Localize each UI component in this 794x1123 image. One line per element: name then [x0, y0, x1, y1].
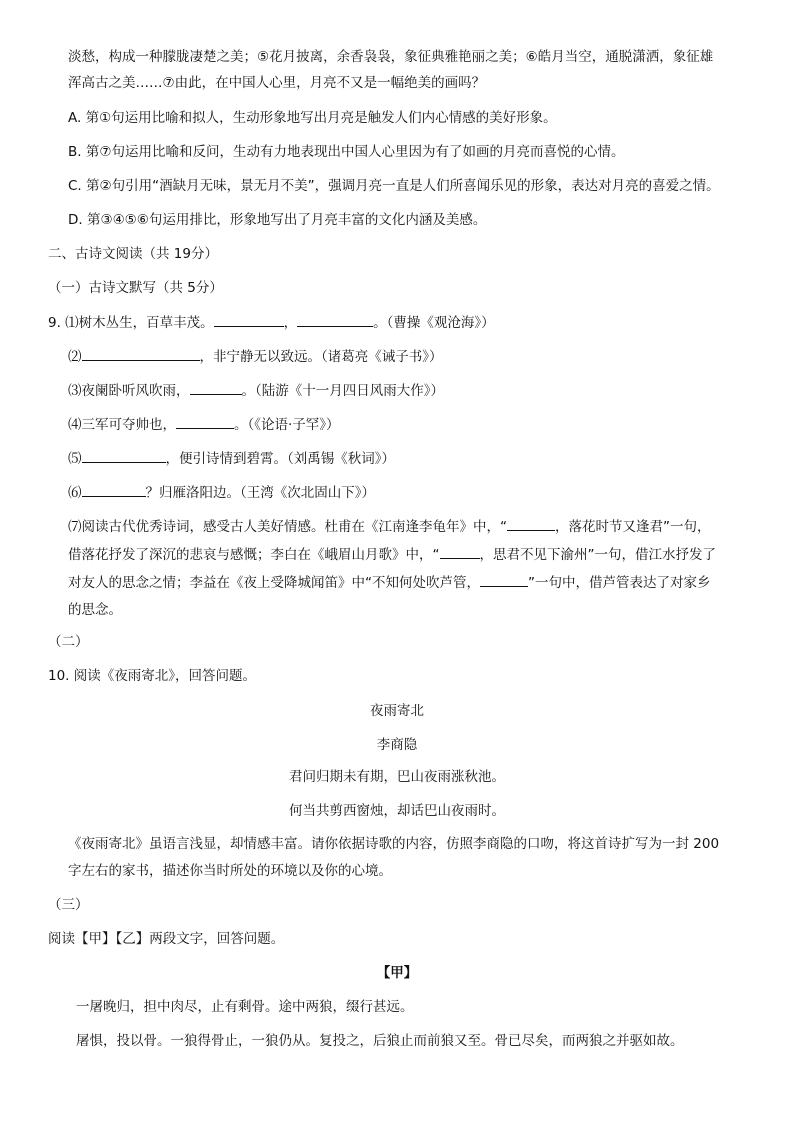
q9-item-7-text: ⑺阅读古代优秀诗词，感受古人美好情感。杜甫在《江南逢李龟年》中，“: [68, 519, 507, 535]
q9-item-4-source: 。（《论语·子罕》）: [234, 417, 340, 433]
q9-item-2-text: ，非宁静无以致远。（诸葛亮《诫子书》）: [199, 349, 443, 365]
answer-blank[interactable]: [82, 347, 200, 361]
answer-blank[interactable]: [176, 415, 234, 429]
option-c: C. 第②句引用“酒缺月无味，景无月不美”，强调月亮一直是人们所喜闻乐见的形象，表达对月亮的喜爱之情。: [68, 178, 720, 194]
passage-jia-label: 【甲】: [376, 965, 418, 981]
q9-item-2: [68, 347, 443, 366]
answer-blank[interactable]: [480, 573, 528, 587]
answer-blank[interactable]: [214, 313, 284, 327]
q9-item-3-text: ⑶夜阑卧听风吹雨，: [68, 383, 190, 399]
q9-item-1-sep: ，: [283, 315, 298, 331]
q10-task-line-2: 字左右的家书，描述你当时所处的环境以及你的心境。: [68, 863, 392, 879]
answer-blank[interactable]: [440, 545, 480, 559]
intro-line-1: 淡愁，构成一种朦胧凄楚之美；⑤花月披离，余香袅袅，象征典雅艳丽之美；⑥皓月当空，通脱潇洒，象征雄: [68, 49, 714, 65]
q9-item-1-source: 。（曹操《观沧海》）: [373, 315, 495, 331]
poem-line-2: 何当共剪西窗烛，却话巴山夜雨时。: [289, 803, 505, 819]
q9-item-1: [48, 313, 495, 332]
section-title: 二、古诗文阅读（共 19分）: [48, 246, 218, 262]
answer-blank[interactable]: [190, 381, 242, 395]
q9-item-3: [68, 381, 444, 400]
poem-title: 夜雨寄北: [370, 703, 424, 719]
q9-item-7-text: 借落花抒发了深沉的悲哀与感慨；李白在《峨眉山月歌》中，“: [68, 547, 440, 563]
q9-item-5-num: ⑸: [68, 451, 82, 467]
passage-jia-paragraph-1: 一屠晚归，担中肉尽，止有剩骨。途中两狼，缀行甚远。: [76, 999, 414, 1015]
q9-item-7-line-2: [68, 545, 716, 564]
q9-item-2-num: ⑵: [68, 349, 82, 365]
q9-item-7-text: 对友人的思念之情；李益在《夜上受降城闻笛》中“不知何处吹芦管，: [68, 575, 480, 591]
option-a: A. 第①句运用比喻和拟人，生动形象地写出月亮是触发人们内心情感的美好形象。: [68, 110, 557, 126]
answer-blank[interactable]: [297, 313, 373, 327]
q9-item-7-text: ”一句中，借芦管表达了对家乡: [528, 575, 711, 591]
q9-item-7-text: ，落花时节又逢君”一句，: [555, 519, 711, 535]
q9-item-4-text: ⑷三军可夺帅也，: [68, 417, 176, 433]
q9-item-1-text: 9. ⑴树木丛生，百草丰茂。: [48, 315, 214, 331]
poem-author: 李商隐: [376, 737, 418, 753]
subsection-3-title: （三）: [48, 897, 89, 913]
passage-jia-paragraph-2: 屠惧，投以骨。一狼得骨止，一狼仍从。复投之，后狼止而前狼又至。骨已尽矣，而两狼之并驱如故。: [76, 1033, 684, 1049]
q9-item-3-source: 。（陆游《十一月四日风雨大作》）: [241, 383, 444, 399]
subsection-1-title: （一）古诗文默写（共 5分）: [48, 280, 223, 296]
intro-line-2: 浑高古之美……⑦由此，在中国人心里，月亮不又是一幅绝美的画吗？: [68, 75, 486, 91]
q9-item-7-line-4: 的思念。: [68, 602, 122, 618]
q9-item-7-text: ，思君不见下渝州”一句，借江水抒发了: [479, 547, 716, 563]
option-b: B. 第⑦句运用比喻和反问，生动有力地表现出中国人心里因为有了如画的月亮而喜悦的心情。: [68, 144, 625, 160]
subsection-2-title: （二）: [48, 634, 89, 650]
option-d: D. 第③④⑤⑥句运用排比，形象地写出了月亮丰富的文化内涵及美感。: [68, 212, 487, 228]
q10-task-line-1: 《夜雨寄北》虽语言浅显，却情感丰富。请你依据诗歌的内容，仿照李商隐的口吻，将这首诗扩写为一封 200: [68, 836, 720, 852]
q9-item-5: [68, 449, 395, 468]
answer-blank[interactable]: [82, 449, 166, 463]
q9-item-7-line-1: [68, 517, 711, 536]
reading-prompt: 阅读【甲】【乙】两段文字，回答问题。: [48, 931, 285, 947]
q9-item-5-text: ，便引诗情到碧霄。（刘禹锡《秋词》）: [165, 451, 395, 467]
answer-blank[interactable]: [82, 483, 146, 497]
answer-blank[interactable]: [507, 517, 555, 531]
q9-item-4: [68, 415, 340, 434]
q9-item-6-num: ⑹: [68, 485, 82, 501]
q10-prompt: 10. 阅读《夜雨寄北》，回答问题。: [48, 668, 257, 684]
q9-item-6-text: ？归雁洛阳边。（王湾《次北固山下》）: [145, 485, 375, 501]
q9-item-6: [68, 483, 375, 502]
q9-item-7-line-3: [68, 573, 711, 592]
poem-line-1: 君问归期未有期，巴山夜雨涨秋池。: [289, 769, 505, 785]
